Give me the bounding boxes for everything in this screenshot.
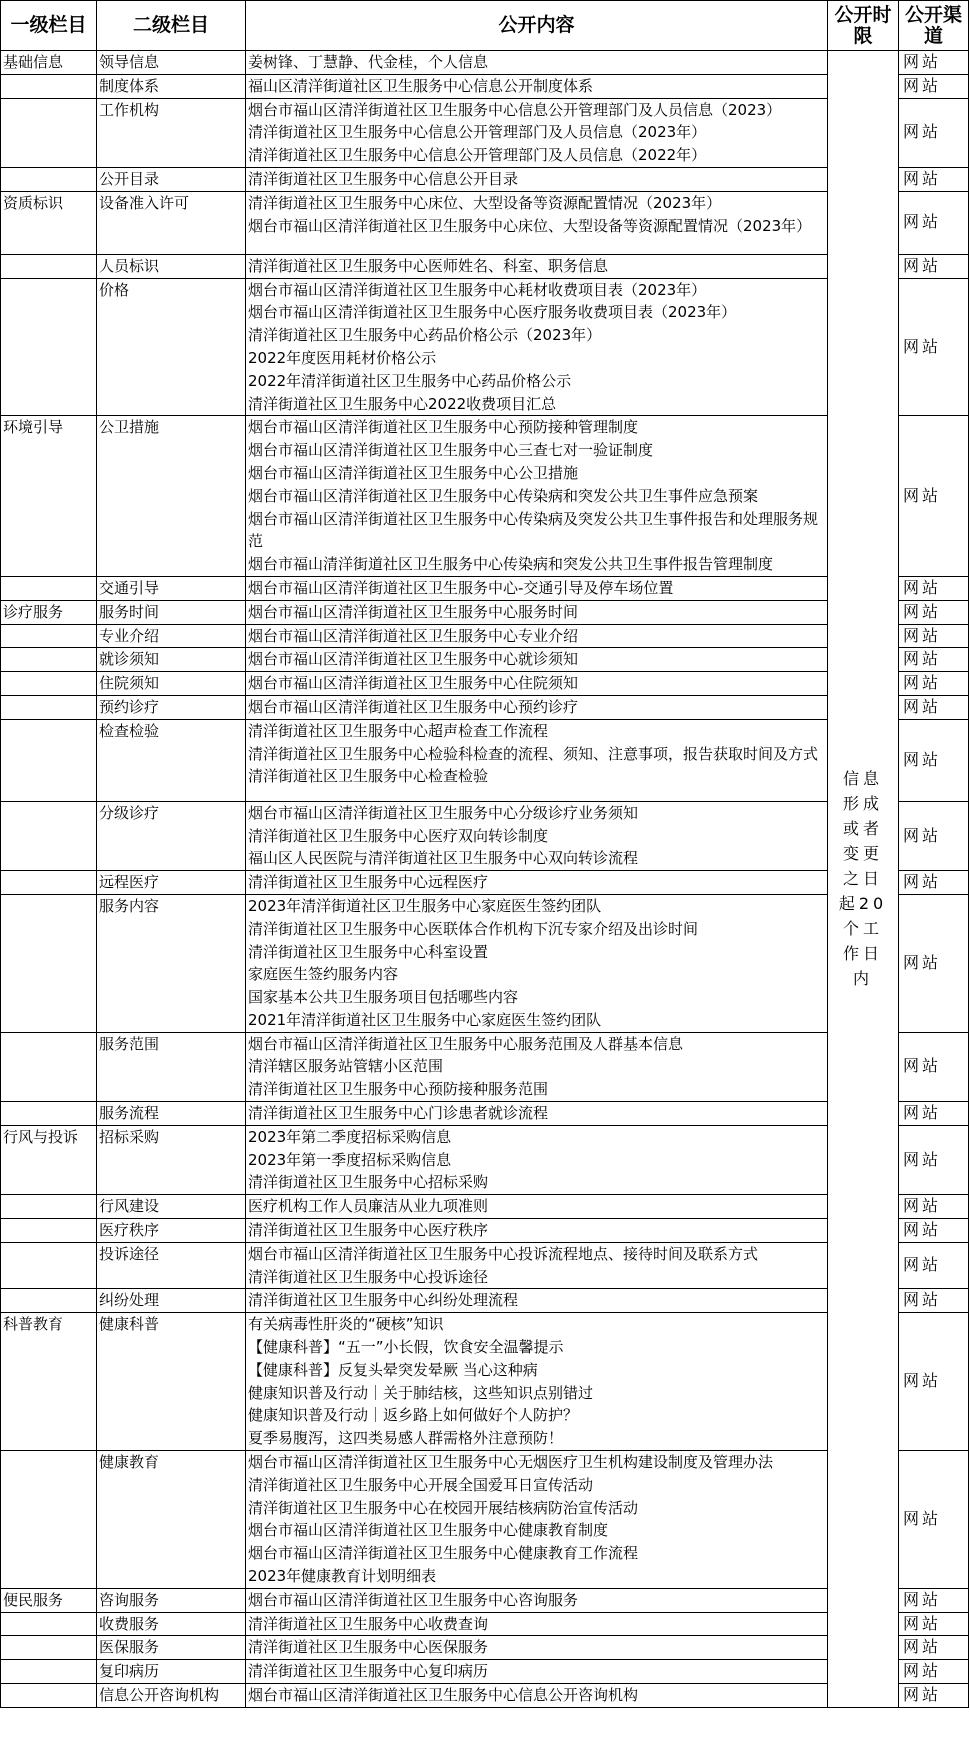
cell-content (246, 1195, 828, 1219)
cell-content (246, 600, 828, 624)
cell-level1 (1, 1612, 97, 1636)
cell-level1: 便民服务 (1, 1588, 97, 1612)
cell-content (246, 254, 828, 278)
cell-level2: 收费服务 (97, 1612, 246, 1636)
cell-level2: 价格 (97, 278, 246, 416)
content-link[interactable]: 清洋街道社区卫生服务中心收费查询 (248, 1614, 489, 1633)
cell-level1 (1, 894, 97, 1032)
cell-level1: 科普教育 (1, 1313, 97, 1451)
table-row (1, 1102, 969, 1126)
cell-level2: 检查检验 (97, 719, 246, 801)
cell-level1 (1, 672, 97, 696)
table-row (1, 1451, 969, 1589)
content-link[interactable]: 清洋街道社区卫生服务中心药品价格公示（2023年） (248, 326, 602, 345)
cell-level2: 住院须知 (97, 672, 246, 696)
cell-level1 (1, 1102, 97, 1126)
content-link[interactable]: 清洋街道社区卫生服务中心检验科检查的流程、须知、注意事项，报告获取时间及方式 (248, 744, 819, 763)
content-link[interactable]: 烟台市福山清洋街道社区卫生服务中心传染病和突发公共卫生事件报告管理制度 (248, 555, 774, 574)
cell-level2: 咨询服务 (97, 1588, 246, 1612)
table-row (1, 801, 969, 870)
cell-level1 (1, 1242, 97, 1289)
cell-content (246, 1660, 828, 1684)
cell-channel: 网站 (899, 1588, 969, 1612)
cell-channel: 网站 (899, 576, 969, 600)
table-row (1, 278, 969, 416)
cell-level2: 服务时间 (97, 600, 246, 624)
content-link[interactable]: 烟台市福山区清洋街道社区卫生服务中心信息公开咨询机构 (248, 1686, 639, 1704)
content-link[interactable]: 烟台市福山区清洋街道社区卫生服务中心信息公开管理部门及人员信息（2023） (248, 100, 782, 119)
cell-channel: 网站 (899, 51, 969, 75)
content-link[interactable]: 清洋街道社区卫生服务中心门诊患者就诊流程 (248, 1104, 549, 1123)
content-link[interactable]: 【健康科普】反复头晕突发晕厥 当心这种病 (248, 1360, 538, 1379)
cell-level1 (1, 695, 97, 719)
cell-level1 (1, 871, 97, 895)
cell-level2: 纠纷处理 (97, 1289, 246, 1313)
cell-content (246, 672, 828, 696)
cell-channel: 网站 (899, 416, 969, 577)
content-link[interactable]: 家庭医生签约服务内容 (248, 965, 399, 984)
content-link[interactable]: 清洋街道社区卫生服务中心预防接种服务范围 (248, 1080, 549, 1099)
content-link[interactable]: 烟台市福山区清洋街道社区卫生服务中心健康教育工作流程 (248, 1544, 639, 1563)
cell-channel: 网站 (899, 1451, 969, 1589)
content-link[interactable]: 烟台市福山区清洋街道社区卫生服务中心服务时间 (248, 602, 579, 621)
table-row (1, 191, 969, 254)
header-limit: 公开时限 (828, 1, 899, 51)
cell-channel: 网站 (899, 1636, 969, 1660)
cell-channel: 网站 (899, 1242, 969, 1289)
content-link[interactable]: 国家基本公共卫生服务项目包括哪些内容 (248, 988, 519, 1007)
cell-level1 (1, 167, 97, 191)
cell-channel: 网站 (899, 648, 969, 672)
table-row (1, 576, 969, 600)
cell-level1 (1, 1684, 97, 1708)
cell-level2: 制度体系 (97, 74, 246, 98)
content-link[interactable]: 烟台市福山区清洋街道社区卫生服务中心医疗服务收费项目表（2023年） (248, 303, 737, 322)
content-link[interactable]: 2023年健康教育计划明细表 (248, 1567, 437, 1586)
content-link[interactable]: 健康知识普及行动｜关于肺结核，这些知识点别错过 (248, 1383, 594, 1402)
cell-level2: 就诊须知 (97, 648, 246, 672)
cell-channel: 网站 (899, 871, 969, 895)
content-link[interactable]: 2022年度医用耗材价格公示 (248, 348, 437, 367)
cell-level2: 设备准入许可 (97, 191, 246, 254)
cell-content (246, 1102, 828, 1126)
cell-level2: 服务流程 (97, 1102, 246, 1126)
content-link[interactable]: 清洋街道社区卫生服务中心医联体合作机构下沉专家介绍及出诊时间 (248, 919, 699, 938)
content-link[interactable]: 烟台市福山区清洋街道社区卫生服务中心住院须知 (248, 674, 579, 693)
cell-level1 (1, 254, 97, 278)
content-link[interactable]: 清洋辖区服务站管辖小区范围 (248, 1057, 444, 1076)
cell-content (246, 1588, 828, 1612)
cell-level1: 行风与投诉 (1, 1125, 97, 1194)
cell-content (246, 1313, 828, 1451)
table-row (1, 600, 969, 624)
table-row (1, 719, 969, 801)
cell-content (246, 1612, 828, 1636)
table-row (1, 1032, 969, 1101)
cell-level1 (1, 719, 97, 801)
cell-level2: 服务范围 (97, 1032, 246, 1101)
cell-content (246, 1451, 828, 1589)
table-row (1, 1289, 969, 1313)
cell-channel: 网站 (899, 600, 969, 624)
table-row (1, 1684, 969, 1708)
header-channel: 公开渠道 (899, 1, 969, 51)
cell-content (246, 1289, 828, 1313)
table-row (1, 416, 969, 577)
table-row (1, 648, 969, 672)
cell-level2: 领导信息 (97, 51, 246, 75)
table-row (1, 672, 969, 696)
table-header-row (1, 1, 969, 51)
table-row (1, 1242, 969, 1289)
content-link[interactable]: 清洋街道社区卫生服务中心远程医疗 (248, 873, 489, 892)
content-link[interactable]: 清洋街道社区卫生服务中心招标采购 (248, 1173, 489, 1192)
content-link[interactable]: 清洋街道社区卫生服务中心检查检验 (248, 767, 489, 786)
cell-channel: 网站 (899, 695, 969, 719)
table-row (1, 1588, 969, 1612)
cell-content (246, 416, 828, 577)
content-link[interactable]: 有关病毒性肝炎的“硬核”知识 (248, 1315, 444, 1334)
content-link[interactable]: 烟台市福山区清洋街道社区卫生服务中心就诊须知 (248, 650, 579, 669)
table-row (1, 98, 969, 167)
cell-level2: 健康科普 (97, 1313, 246, 1451)
table-row (1, 1612, 969, 1636)
table-row (1, 1313, 969, 1451)
cell-level2: 预约诊疗 (97, 695, 246, 719)
cell-channel: 网站 (899, 894, 969, 1032)
cell-content (246, 167, 828, 191)
cell-channel: 网站 (899, 1684, 969, 1708)
table-row (1, 624, 969, 648)
cell-content (246, 51, 828, 75)
cell-level2: 工作机构 (97, 98, 246, 167)
content-link[interactable]: 清洋街道社区卫生服务中心科室设置 (248, 942, 489, 961)
content-link[interactable]: 夏季易腹泻，这四类易感人群需格外注意预防！ (248, 1429, 564, 1448)
content-link[interactable]: 清洋街道社区卫生服务中心床位、大型设备等资源配置情况（2023年） (248, 193, 722, 212)
cell-level2: 信息公开咨询机构 (97, 1684, 246, 1708)
cell-level1 (1, 74, 97, 98)
cell-time-limit: 信息形成或者变更之日起20个工作日内 (828, 51, 899, 1708)
content-link[interactable]: 烟台市福山区清洋街道社区卫生服务中心床位、大型设备等资源配置情况（2023年） (248, 216, 812, 235)
cell-level2: 行风建设 (97, 1195, 246, 1219)
cell-level1 (1, 278, 97, 416)
content-link[interactable]: 清洋街道社区卫生服务中心信息公开管理部门及人员信息（2022年） (248, 146, 707, 165)
content-link[interactable]: 2023年清洋街道社区卫生服务中心家庭医生签约团队 (248, 896, 602, 915)
content-link[interactable]: 烟台市福山区清洋街道社区卫生服务中心咨询服务 (248, 1590, 579, 1609)
table-row (1, 1660, 969, 1684)
cell-level2: 公卫措施 (97, 416, 246, 577)
content-link[interactable]: 清洋街道社区卫生服务中心医师姓名、科室、职务信息 (248, 256, 609, 275)
content-link[interactable]: 2021年清洋街道社区卫生服务中心家庭医生签约团队 (248, 1010, 602, 1029)
cell-content (246, 719, 828, 801)
cell-level2: 分级诊疗 (97, 801, 246, 870)
content-link[interactable]: 清洋街道社区卫生服务中心投诉途径 (248, 1267, 489, 1286)
content-link[interactable]: 姜树锋、丁慧静、代金桂，个人信息 (248, 53, 489, 71)
cell-content (246, 1219, 828, 1243)
cell-channel: 网站 (899, 191, 969, 254)
cell-level1: 环境引导 (1, 416, 97, 577)
cell-level2: 人员标识 (97, 254, 246, 278)
cell-level2: 健康教育 (97, 1451, 246, 1589)
cell-channel: 网站 (899, 624, 969, 648)
content-link[interactable]: 烟台市福山区清洋街道社区卫生服务中心服务范围及人群基本信息 (248, 1034, 684, 1053)
cell-channel: 网站 (899, 719, 969, 801)
cell-content (246, 1242, 828, 1289)
content-link[interactable]: 2023年第一季度招标采购信息 (248, 1150, 452, 1169)
cell-content (246, 1032, 828, 1101)
content-link[interactable]: 烟台市福山区清洋街道社区卫生服务中心公卫措施 (248, 463, 579, 482)
cell-level1 (1, 1032, 97, 1101)
header-level1: 一级栏目 (1, 1, 97, 51)
cell-channel: 网站 (899, 1660, 969, 1684)
cell-level1 (1, 624, 97, 648)
content-link[interactable]: 清洋街道社区卫生服务中心医保服务 (248, 1638, 489, 1657)
cell-level1 (1, 1660, 97, 1684)
table-row (1, 167, 969, 191)
table-row (1, 74, 969, 98)
content-link[interactable]: 2023年第二季度招标采购信息 (248, 1127, 452, 1146)
content-link[interactable]: 烟台市福山区清洋街道社区卫生服务中心-交通引导及停车场位置 (248, 578, 674, 597)
cell-content (246, 871, 828, 895)
cell-level2: 公开目录 (97, 167, 246, 191)
table-body (1, 51, 969, 1708)
cell-content (246, 98, 828, 167)
content-link[interactable]: 烟台市福山区清洋街道社区卫生服务中心传染病及突发公共卫生事件报告和处理服务规范 (248, 509, 819, 551)
content-link[interactable]: 清洋街道社区卫生服务中心信息公开管理部门及人员信息（2023年） (248, 123, 707, 142)
cell-channel: 网站 (899, 1313, 969, 1451)
content-link[interactable]: 福山区清洋街道社区卫生服务中心信息公开制度体系 (248, 76, 594, 95)
cell-level1 (1, 1451, 97, 1589)
cell-content (246, 695, 828, 719)
content-link[interactable]: 清洋街道社区卫生服务中心医疗双向转诊制度 (248, 826, 549, 845)
cell-level1: 诊疗服务 (1, 600, 97, 624)
cell-level1: 基础信息 (1, 51, 97, 75)
content-link[interactable]: 清洋街道社区卫生服务中心纠纷处理流程 (248, 1291, 519, 1310)
cell-channel: 网站 (899, 1102, 969, 1126)
content-link[interactable]: 烟台市福山区清洋街道社区卫生服务中心耗材收费项目表（2023年） (248, 280, 707, 299)
cell-channel: 网站 (899, 278, 969, 416)
cell-level1 (1, 648, 97, 672)
cell-content (246, 576, 828, 600)
cell-level2: 服务内容 (97, 894, 246, 1032)
cell-channel: 网站 (899, 1219, 969, 1243)
cell-level2: 投诉途径 (97, 1242, 246, 1289)
content-link[interactable]: 烟台市福山区清洋街道社区卫生服务中心预防接种管理制度 (248, 418, 639, 437)
content-link[interactable]: 烟台市福山区清洋街道社区卫生服务中心专业介绍 (248, 626, 579, 645)
cell-channel: 网站 (899, 672, 969, 696)
cell-level2: 专业介绍 (97, 624, 246, 648)
cell-channel: 网站 (899, 1195, 969, 1219)
cell-level1 (1, 1219, 97, 1243)
cell-level2: 复印病历 (97, 1660, 246, 1684)
content-link[interactable]: 烟台市福山区清洋街道社区卫生服务中心健康教育制度 (248, 1521, 609, 1540)
content-link[interactable]: 清洋街道社区卫生服务中心在校园开展结核病防治宣传活动 (248, 1498, 639, 1517)
cell-level1 (1, 801, 97, 870)
cell-level1 (1, 1636, 97, 1660)
cell-content (246, 191, 828, 254)
cell-channel: 网站 (899, 1125, 969, 1194)
content-link[interactable]: 烟台市福山区清洋街道社区卫生服务中心投诉流程地点、接待时间及联系方式 (248, 1244, 759, 1263)
content-link[interactable]: 清洋街道社区卫生服务中心开展全国爱耳日宣传活动 (248, 1475, 594, 1494)
content-link[interactable]: 清洋街道社区卫生服务中心信息公开目录 (248, 169, 519, 188)
table-row (1, 1125, 969, 1194)
cell-content (246, 74, 828, 98)
cell-level1 (1, 1195, 97, 1219)
cell-channel: 网站 (899, 1612, 969, 1636)
cell-level2: 招标采购 (97, 1125, 246, 1194)
table-row (1, 695, 969, 719)
content-link[interactable]: 烟台市福山区清洋街道社区卫生服务中心无烟医疗卫生机构建设制度及管理办法 (248, 1453, 774, 1472)
content-link[interactable]: 清洋街道社区卫生服务中心超声检查工作流程 (248, 721, 549, 740)
table-row (1, 51, 969, 75)
cell-level2: 医保服务 (97, 1636, 246, 1660)
cell-level1 (1, 576, 97, 600)
cell-level1 (1, 1289, 97, 1313)
content-link[interactable]: 福山区人民医院与清洋街道社区卫生服务中心双向转诊流程 (248, 849, 639, 868)
table-row (1, 871, 969, 895)
table-row (1, 1636, 969, 1660)
table-row (1, 254, 969, 278)
cell-channel: 网站 (899, 98, 969, 167)
cell-content (246, 801, 828, 870)
content-link[interactable]: 【健康科普】“五一”小长假，饮食安全温馨提示 (248, 1338, 564, 1357)
cell-channel: 网站 (899, 74, 969, 98)
cell-channel: 网站 (899, 801, 969, 870)
cell-level2: 交通引导 (97, 576, 246, 600)
cell-level1 (1, 98, 97, 167)
header-content: 公开内容 (246, 1, 828, 51)
cell-content (246, 894, 828, 1032)
content-link[interactable]: 烟台市福山区清洋街道社区卫生服务中心三查七对一验证制度 (248, 441, 654, 460)
cell-content (246, 1684, 828, 1708)
content-link[interactable]: 烟台市福山区清洋街道社区卫生服务中心分级诊疗业务须知 (248, 803, 639, 822)
cell-content (246, 1125, 828, 1194)
content-link[interactable]: 清洋街道社区卫生服务中心复印病历 (248, 1662, 489, 1681)
content-link[interactable]: 烟台市福山区清洋街道社区卫生服务中心传染病和突发公共卫生事件应急预案 (248, 486, 759, 505)
table-row (1, 1195, 969, 1219)
table-row (1, 1219, 969, 1243)
cell-content (246, 648, 828, 672)
content-link[interactable]: 清洋街道社区卫生服务中心2022收费项目汇总 (248, 394, 557, 413)
cell-level2: 远程医疗 (97, 871, 246, 895)
cell-level2: 医疗秩序 (97, 1219, 246, 1243)
cell-channel: 网站 (899, 254, 969, 278)
table-row (1, 894, 969, 1032)
content-link[interactable]: 健康知识普及行动｜返乡路上如何做好个人防护？ (248, 1406, 579, 1425)
content-link[interactable]: 2022年清洋街道社区卫生服务中心药品价格公示 (248, 371, 572, 390)
cell-content (246, 1636, 828, 1660)
header-level2: 二级栏目 (97, 1, 246, 51)
content-link[interactable]: 清洋街道社区卫生服务中心医疗秩序 (248, 1221, 489, 1240)
content-link[interactable]: 医疗机构工作人员廉洁从业九项准则 (248, 1197, 489, 1216)
cell-level1: 资质标识 (1, 191, 97, 254)
cell-channel: 网站 (899, 1032, 969, 1101)
cell-channel: 网站 (899, 1289, 969, 1313)
cell-content (246, 278, 828, 416)
cell-content (246, 624, 828, 648)
content-link[interactable]: 烟台市福山区清洋街道社区卫生服务中心预约诊疗 (248, 697, 579, 716)
cell-channel: 网站 (899, 167, 969, 191)
